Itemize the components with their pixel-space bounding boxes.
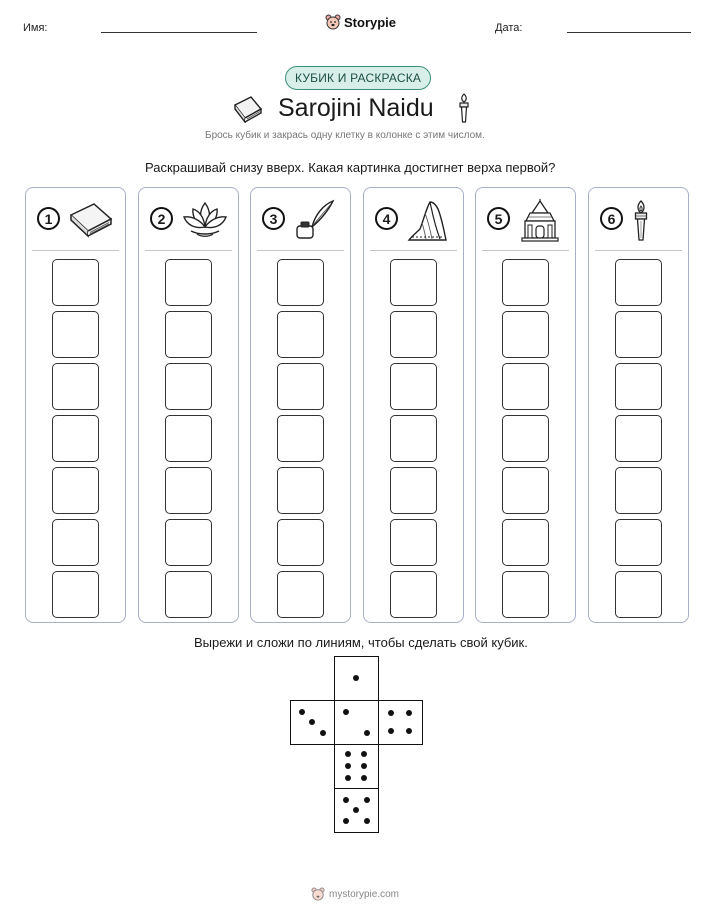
footer — [311, 887, 399, 901]
color-cell[interactable] — [52, 259, 99, 306]
color-cell[interactable] — [615, 259, 662, 306]
die-face-5 — [334, 788, 379, 833]
color-cell[interactable] — [502, 571, 549, 618]
color-cell[interactable] — [165, 311, 212, 358]
column-5 — [475, 187, 576, 623]
bear-footer-icon — [311, 887, 325, 901]
color-cell[interactable] — [615, 363, 662, 410]
sari-icon — [406, 199, 450, 248]
lotus-icon — [181, 199, 229, 244]
column-3 — [250, 187, 351, 623]
die-pip — [361, 751, 367, 757]
storypie-logo — [325, 14, 396, 30]
column-divider — [370, 250, 457, 251]
die-pip — [345, 775, 351, 781]
color-cell[interactable] — [502, 259, 549, 306]
cut-instruction: Вырежи и сложи по линиям, чтобы сделать свой кубик. — [194, 635, 528, 650]
quill-inkwell-icon — [293, 199, 337, 246]
column-2 — [138, 187, 239, 623]
color-cell[interactable] — [165, 571, 212, 618]
color-cell[interactable] — [615, 311, 662, 358]
die-pip — [343, 797, 349, 803]
die-pip — [388, 728, 394, 734]
color-cell[interactable] — [390, 519, 437, 566]
color-cell[interactable] — [390, 311, 437, 358]
color-cell[interactable] — [390, 467, 437, 514]
die-pip — [343, 709, 349, 715]
color-cell[interactable] — [52, 363, 99, 410]
color-cell[interactable] — [615, 415, 662, 462]
die-pip — [406, 728, 412, 734]
date-label: Дата: — [495, 22, 523, 34]
torch-title-icon — [456, 92, 472, 124]
coloring-instruction: Раскрашивай снизу вверх. Какая картинка достигнет верха первой? — [145, 160, 556, 175]
name-line[interactable] — [101, 32, 257, 33]
die-pip — [364, 730, 370, 736]
column-1 — [25, 187, 126, 623]
die-face-6 — [334, 744, 379, 789]
color-cell[interactable] — [277, 571, 324, 618]
die-pip — [406, 710, 412, 716]
book-icon — [68, 199, 114, 244]
die-pip — [361, 763, 367, 769]
column-number: 1 — [37, 207, 60, 230]
bear-logo-icon — [325, 14, 341, 30]
logo-text: Storypie — [344, 14, 397, 30]
page-title: Sarojini Naidu — [278, 94, 434, 122]
color-cell[interactable] — [277, 363, 324, 410]
die-pip — [345, 751, 351, 757]
book-title-icon — [232, 93, 264, 123]
die-face-3 — [290, 700, 335, 745]
color-cell[interactable] — [165, 415, 212, 462]
color-cell[interactable] — [615, 571, 662, 618]
color-cell[interactable] — [165, 363, 212, 410]
color-cell[interactable] — [277, 259, 324, 306]
activity-badge: КУБИК И РАСКРАСКА — [285, 66, 431, 90]
color-cell[interactable] — [165, 467, 212, 514]
die-pip — [364, 818, 370, 824]
color-cell[interactable] — [615, 467, 662, 514]
die-pip — [388, 710, 394, 716]
temple-icon — [518, 199, 562, 248]
die-pip — [343, 818, 349, 824]
die-pip — [353, 675, 359, 681]
column-number: 3 — [262, 207, 285, 230]
color-cell[interactable] — [390, 571, 437, 618]
color-cell[interactable] — [502, 311, 549, 358]
column-6 — [588, 187, 689, 623]
subtitle: Брось кубик и закрась одну клетку в колонке с этим числом. — [205, 130, 485, 141]
die-pip — [364, 797, 370, 803]
column-number: 2 — [150, 207, 173, 230]
die-pip — [345, 763, 351, 769]
column-divider — [482, 250, 569, 251]
color-cell[interactable] — [390, 415, 437, 462]
column-number: 6 — [600, 207, 623, 230]
die-face-2 — [334, 700, 379, 745]
color-cell[interactable] — [52, 415, 99, 462]
color-cell[interactable] — [502, 519, 549, 566]
die-pip — [361, 775, 367, 781]
column-divider — [32, 250, 119, 251]
die-pip — [353, 807, 359, 813]
color-cell[interactable] — [277, 519, 324, 566]
color-cell[interactable] — [277, 415, 324, 462]
die-pip — [299, 709, 305, 715]
color-cell[interactable] — [52, 467, 99, 514]
color-cell[interactable] — [52, 519, 99, 566]
die-face-4 — [378, 700, 423, 745]
color-cell[interactable] — [390, 259, 437, 306]
color-cell[interactable] — [165, 519, 212, 566]
column-divider — [595, 250, 682, 251]
color-cell[interactable] — [615, 519, 662, 566]
footer-url: mystorypie.com — [329, 888, 400, 900]
color-cell[interactable] — [165, 259, 212, 306]
die-pip — [320, 730, 326, 736]
color-cell[interactable] — [502, 467, 549, 514]
column-number: 4 — [375, 207, 398, 230]
color-cell[interactable] — [502, 415, 549, 462]
die-pip — [309, 719, 315, 725]
torch-icon — [631, 199, 651, 248]
color-cell[interactable] — [277, 467, 324, 514]
color-cell[interactable] — [277, 311, 324, 358]
die-face-1 — [334, 656, 379, 701]
color-cell[interactable] — [390, 363, 437, 410]
color-cell[interactable] — [52, 571, 99, 618]
column-4 — [363, 187, 464, 623]
color-cell[interactable] — [52, 311, 99, 358]
date-line[interactable] — [567, 32, 691, 33]
column-divider — [257, 250, 344, 251]
column-divider — [145, 250, 232, 251]
column-number: 5 — [487, 207, 510, 230]
name-label: Имя: — [23, 22, 48, 34]
color-cell[interactable] — [502, 363, 549, 410]
